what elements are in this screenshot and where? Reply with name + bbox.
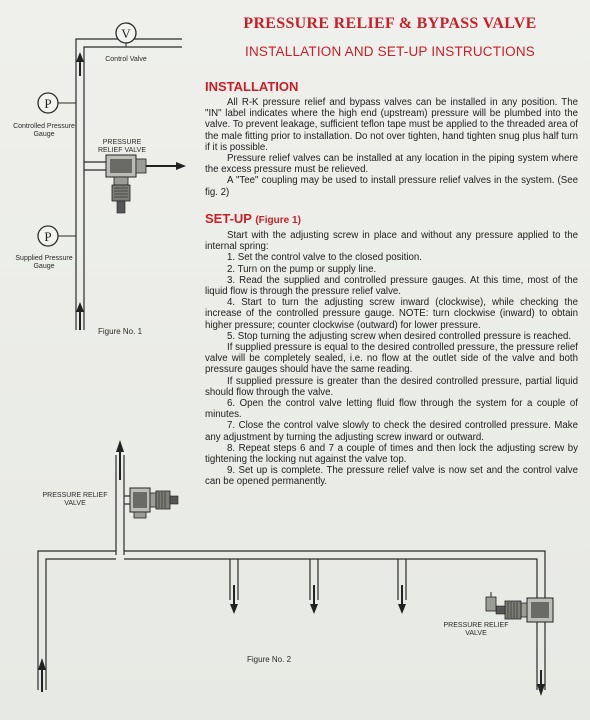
page-title: PRESSURE RELIEF & BYPASS VALVE [243, 15, 537, 32]
setup-step: 7. Close the control valve slowly to check the desired controlled pressure. Make any adjustment by turning the adjusting screw inward or outward. [205, 420, 578, 443]
setup-paragraph: Start with the adjusting screw in place and without any pressure applied to the internal spring: [205, 230, 578, 253]
figure-1-caption: Figure No. 1 [98, 327, 143, 336]
installation-heading: INSTALLATION [205, 79, 299, 94]
fig1-flow-arrows [76, 52, 84, 330]
fig2-relief-valve-2-icon [486, 592, 553, 622]
fig2-relief-valve-1-icon [130, 488, 178, 518]
setup-step: 5. Stop turning the adjusting screw when desired controlled pressure is reached. [227, 330, 572, 342]
installation-paragraph: Pressure relief valves can be installed at any location in the piping system where the excess pressure must be relieved. [205, 153, 578, 176]
installation-body [205, 97, 578, 198]
fig2-drop-arrows [230, 585, 545, 696]
installation-paragraph: All R-K pressure relief and bypass valves can be installed in any position. The "IN" label indicates where the high end (upstream) pressure will be plumbed into the valve. To prevent leakage, sufficient teflon tape must be applied to the threaded area of the male fitting prior to installation. Do not over tighten, hand tighten snug plus half turn if it is possible. [205, 97, 578, 153]
fig1-main-pipe [76, 39, 182, 330]
svg-text:V: V [121, 26, 131, 41]
setup-heading-figure-ref: (Figure 1) [255, 215, 301, 226]
page-subtitle: INSTALLATION AND SET-UP INSTRUCTIONS [245, 44, 535, 59]
setup-step: 4. Start to turn the adjusting screw inward (clockwise), while checking the increase of the controlled pressure gauge. NOTE: turn clockwise (inward) to obtain higher pressure; counter clockwise (outward) for lower pressure. [205, 297, 578, 331]
controlled-pressure-gauge-symbol [38, 93, 76, 113]
fig2-relief-valve-2-label: PRESSURE RELIEF VALVE [443, 622, 509, 637]
setup-body [205, 230, 578, 488]
svg-text:P: P [44, 229, 52, 244]
setup-step: 6. Open the control valve letting fluid flow through the system for a couple of minutes. [205, 398, 578, 421]
control-valve-label: Control Valve [105, 56, 147, 63]
setup-paragraph: If supplied pressure is greater than the desired controlled pressure, partial liquid should flow through the valve. [205, 375, 578, 398]
setup-paragraph: If supplied pressure is equal to the desired controlled pressure, the pressure relief valve will be completely sealed, i.e. no flow at the outlet side of the valve and both pressure gauges should have the same reading. [205, 342, 578, 376]
supplied-pressure-gauge-symbol [38, 226, 76, 246]
setup-step: 3. Read the supplied and controlled pressure gauges. At this time, most of the liquid flow is through the pressure relief valve. [205, 274, 578, 298]
svg-text:P: P [44, 96, 52, 111]
fig2-up-arrow [116, 440, 124, 480]
fig1-relief-branch [84, 162, 106, 170]
fig1-relief-valve-label: PRESSURE RELIEF VALVE [98, 139, 146, 154]
fig1-relief-valve-icon [106, 155, 186, 213]
setup-heading [205, 211, 301, 226]
setup-heading-text: SET-UP [205, 211, 252, 226]
figure-2-caption: Figure No. 2 [247, 655, 292, 664]
fig2-main-pipe [38, 551, 545, 690]
setup-step: 9. Set up is complete. The pressure relief valve is now set and the control valve can be opened permanently. [205, 465, 578, 488]
supplied-pressure-gauge-label: Supplied Pressure Gauge [15, 255, 73, 270]
setup-step: 8. Repeat steps 6 and 7 a couple of times and then lock the adjusting screw by tightening the locking nut against the valve top. [205, 442, 578, 466]
controlled-pressure-gauge-label: Controlled Pressure Gauge [13, 123, 75, 138]
installation-paragraph: A "Tee" coupling may be used to install pressure relief valves in the system. (See fig. 2) [205, 175, 578, 198]
figure-1-diagram [38, 23, 186, 330]
setup-step: 2. Turn on the pump or supply line. [227, 263, 377, 275]
fig2-inlet-arrow [38, 658, 46, 692]
fig2-relief-valve-1-label: PRESSURE RELIEF VALVE [42, 492, 108, 507]
control-valve-symbol [116, 23, 136, 47]
setup-step: 1. Set the control valve to the closed position. [227, 252, 422, 264]
